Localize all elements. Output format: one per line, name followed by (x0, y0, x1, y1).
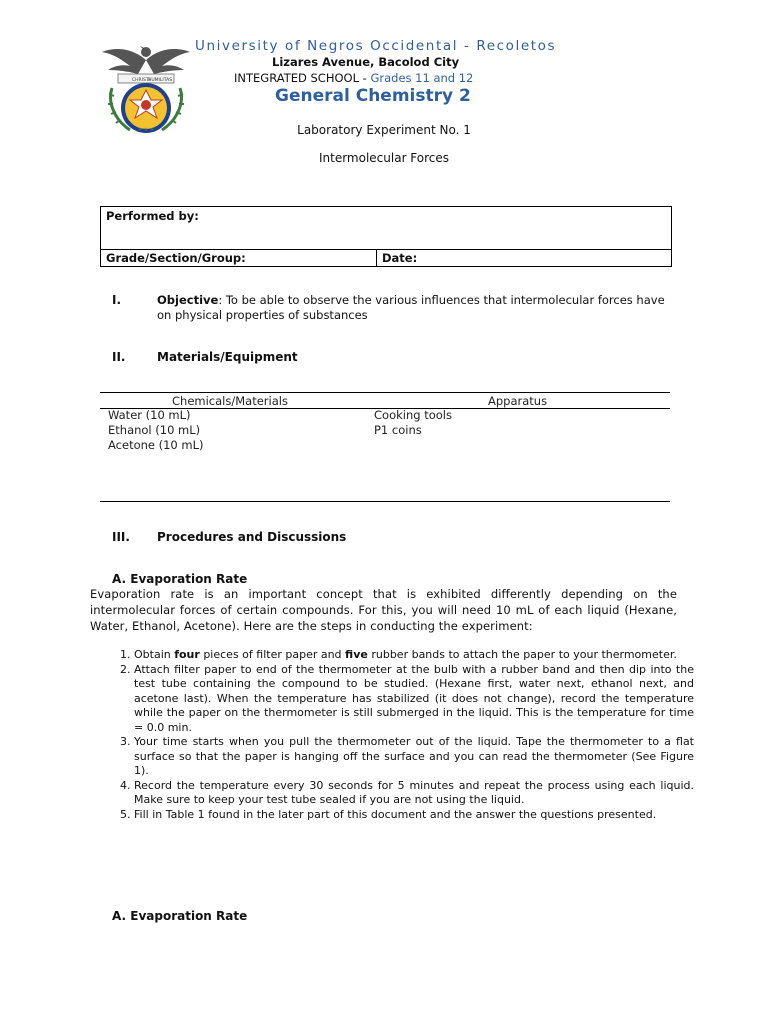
apparatus-item: Cooking tools (374, 408, 452, 422)
objective-number: I. (112, 293, 122, 307)
student-info-box (100, 206, 672, 267)
evaporation-rate-heading: A. Evaporation Rate (112, 572, 248, 586)
school-line (234, 71, 473, 85)
grade-levels: Grades 11 and 12 (370, 71, 474, 85)
chemical-item: Ethanol (10 mL) (108, 423, 201, 437)
materials-table-top-rule (100, 392, 670, 393)
procedure-step: 1. Obtain four pieces of filter paper and five rubber bands to attach the paper to your thermometer. (134, 648, 694, 663)
date-label: Date: (382, 251, 418, 265)
seal-text-left: CHRISTI (132, 78, 150, 83)
school-name: INTEGRATED SCHOOL - (234, 71, 371, 85)
procedure-steps-list (90, 648, 694, 822)
lab-experiment-title: Intermolecular Forces (318, 151, 450, 165)
info-row-divider (101, 249, 671, 250)
apparatus-item: P1 coins (374, 423, 422, 437)
procedure-step: 4. Record the temperature every 30 seconds for 5 minutes and repeat the process using each liquid. Make sure to keep your test tube sealed if you are not using the liquid. (134, 779, 694, 808)
svg-text:★ ★ ★: ★ ★ ★ (137, 127, 155, 133)
procedures-title: Procedures and Discussions (157, 530, 347, 544)
lab-experiment-number: Laboratory Experiment No. 1 (297, 123, 471, 137)
objective-label: Objective (157, 293, 219, 307)
grade-section-label: Grade/Section/Group: (106, 251, 246, 265)
apparatus-column-header: Apparatus (488, 394, 548, 408)
objective-paragraph (157, 293, 677, 322)
materials-number: II. (112, 350, 126, 364)
procedure-step: 5. Fill in Table 1 found in the later part of this document and the answer the questions presented. (134, 808, 694, 823)
procedure-step: 2. Attach filter paper to end of the thermometer at the bulb with a rubber band and then dip into the test tube containing the compound to be studied. (Hexane first, water next, ethanol next, and acetone last). When the temperature has stabilized (it does not change), record the temperature while the paper on the thermometer is still submerged in the liquid. This is the temperature for time = 0.0 min. (134, 663, 694, 736)
seal-text-right: HUMILITAS (148, 78, 173, 83)
university-address: Lizares Avenue, Bacolod City (272, 55, 460, 69)
course-title: General Chemistry 2 (275, 86, 471, 106)
objective-text: : To be able to observe the various influences that intermolecular forces have on physical properties of substances (157, 293, 665, 322)
chemical-item: Acetone (10 mL) (108, 438, 204, 452)
performed-by-label: Performed by: (106, 209, 199, 223)
materials-table-bottom-rule (100, 501, 670, 502)
info-col-divider (376, 249, 377, 266)
evaporation-rate-heading-repeat: A. Evaporation Rate (112, 909, 248, 923)
procedure-step: 3. Your time starts when you pull the thermometer out of the liquid. Tape the thermometer to a flat surface so that the paper is hanging off the surface and you can read the thermometer (See Figure 1). (134, 735, 694, 779)
procedures-number: III. (112, 530, 130, 544)
chemical-item: Water (10 mL) (108, 408, 191, 422)
evaporation-intro-paragraph: Evaporation rate is an important concept that is exhibited differently depending on the intermolecular forces of certain compounds. For this, you will need 10 mL of each liquid (Hexane, Water, Ethanol, Acetone). Here are the steps in conducting the experiment: (90, 587, 677, 633)
chemicals-column-header: Chemicals/Materials (172, 394, 288, 408)
materials-title: Materials/Equipment (157, 350, 298, 364)
university-name: University of Negros Occidental - Recoletos (195, 38, 557, 54)
